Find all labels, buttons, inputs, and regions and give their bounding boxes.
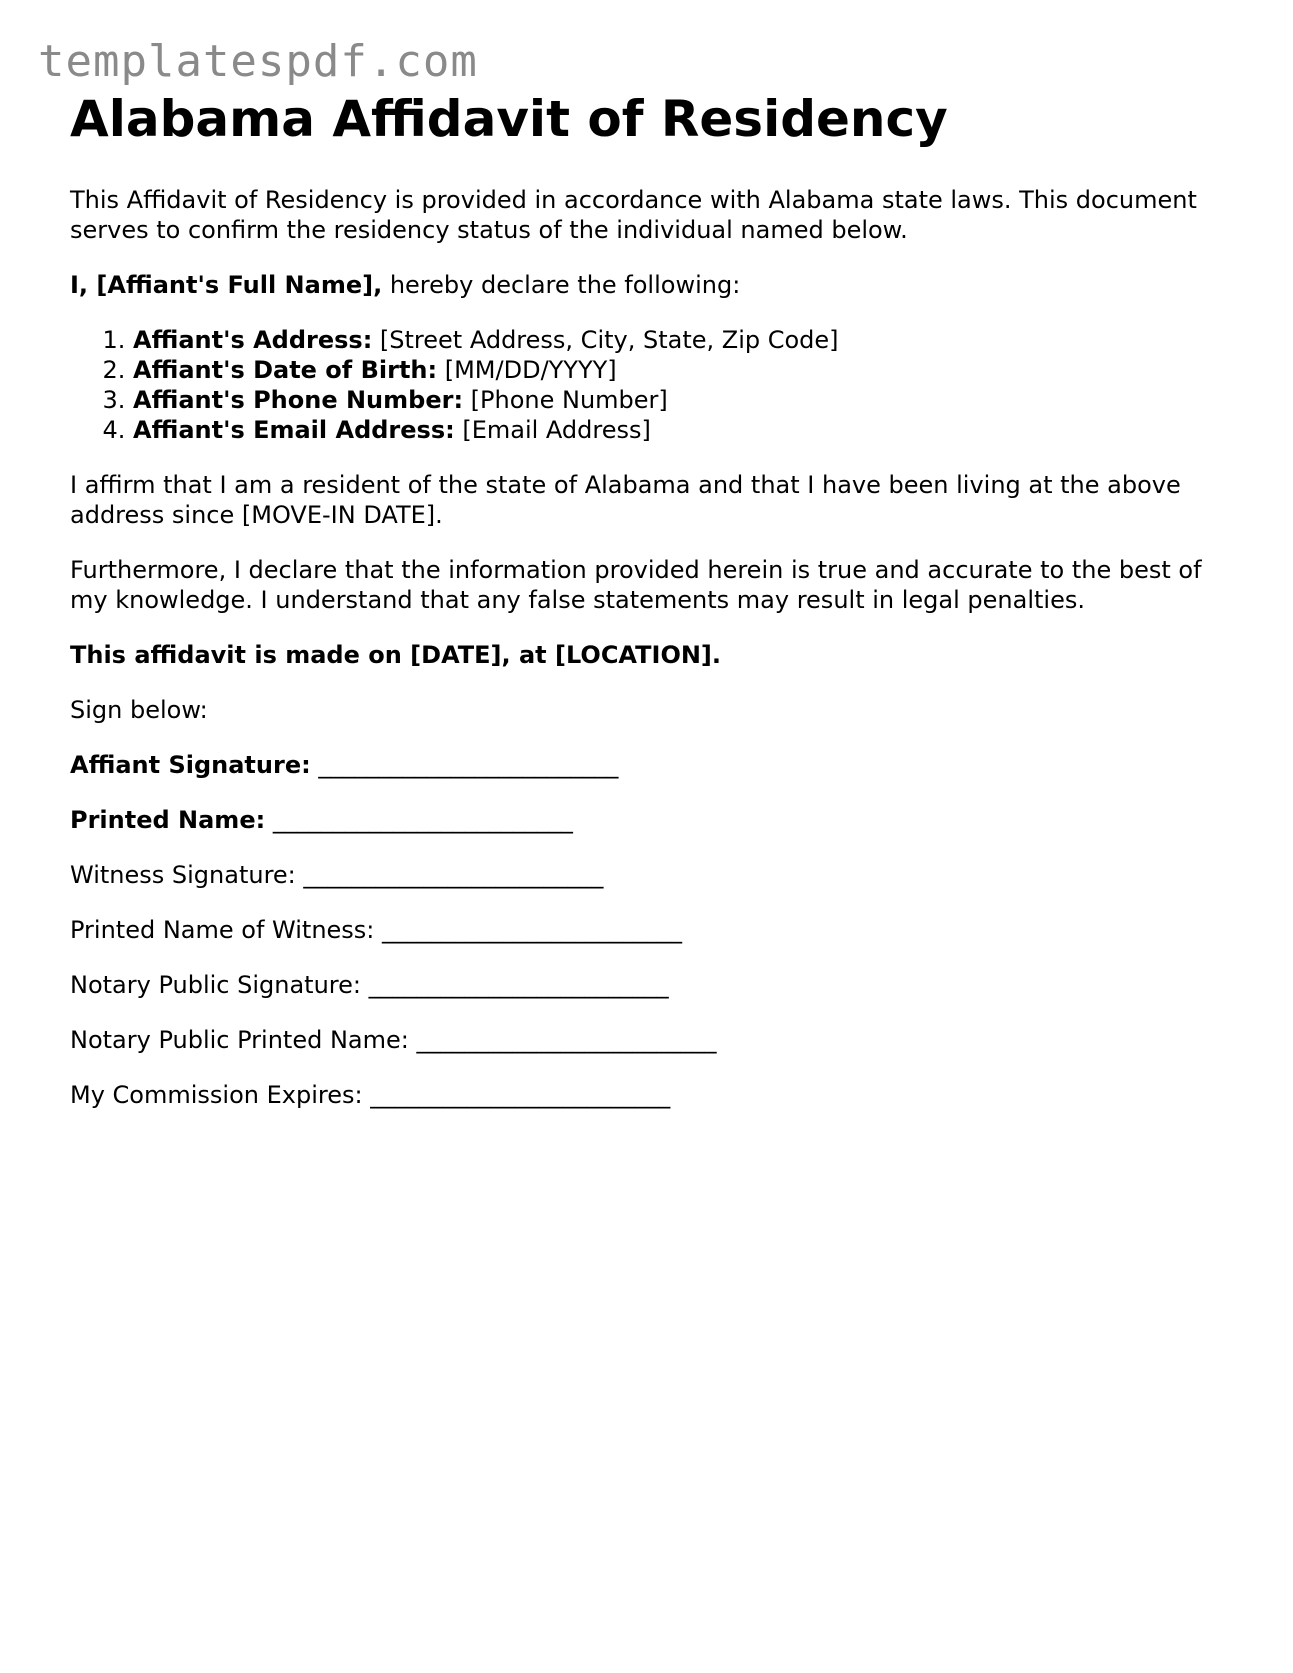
witness-printed-name-label: Printed Name of Witness: <box>70 916 375 944</box>
intro-paragraph: This Affidavit of Residency is provided in accordance with Alabama state laws. This document serves to confirm the residency status of the individual named below. <box>70 186 1197 244</box>
notary-printed-name-label: Notary Public Printed Name: <box>70 1026 409 1054</box>
printed-name-blank[interactable]: _________________________ <box>265 806 573 834</box>
affiant-name-placeholder: I, [Affiant's Full Name], <box>70 271 383 299</box>
affiant-signature-blank[interactable]: _________________________ <box>310 751 619 779</box>
document-page <box>70 92 1230 1110</box>
commission-expires-label: My Commission Expires: <box>70 1081 363 1109</box>
affiant-details-list <box>70 325 1230 445</box>
witness-signature-line[interactable] <box>70 860 1230 890</box>
list-item <box>133 355 1230 385</box>
commission-expires-blank[interactable]: _________________________ <box>362 1081 671 1109</box>
item-value: [Street Address, City, State, Zip Code] <box>372 326 839 354</box>
item-label: Affiant's Address: <box>133 326 373 354</box>
item-label: Affiant's Phone Number: <box>133 386 464 414</box>
item-value: [Phone Number] <box>463 386 668 414</box>
commission-expires-line[interactable] <box>70 1080 1230 1110</box>
item-label: Affiant's Date of Birth: <box>133 356 438 384</box>
document-title: Alabama Affidavit of Residency <box>70 90 948 148</box>
notary-printed-name-blank[interactable]: _________________________ <box>408 1026 717 1054</box>
list-item <box>133 415 1230 445</box>
notary-signature-blank[interactable]: _________________________ <box>360 971 669 999</box>
sign-below-label: Sign below: <box>70 696 208 724</box>
affiant-signature-line[interactable] <box>70 750 1230 780</box>
affirm-paragraph: I affirm that I am a resident of the state of Alabama and that I have been living at the above address since [MOVE-IN DATE]. <box>70 471 1181 529</box>
witness-printed-name-blank[interactable]: _________________________ <box>374 916 683 944</box>
list-item <box>133 385 1230 415</box>
notary-printed-name-line[interactable] <box>70 1025 1230 1055</box>
watermark-text: templatespdf.com <box>38 36 478 87</box>
furthermore-paragraph: Furthermore, I declare that the information provided herein is true and accurate to the best of my knowledge. I understand that any false statements may result in legal penalties. <box>70 556 1202 614</box>
witness-printed-name-line[interactable] <box>70 915 1230 945</box>
item-label: Affiant's Email Address: <box>133 416 455 444</box>
list-item <box>133 325 1230 355</box>
made-on-statement: This affidavit is made on [DATE], at [LOCATION]. <box>70 641 722 669</box>
declaration-line <box>70 270 1230 300</box>
item-value: [Email Address] <box>454 416 651 444</box>
declaration-text: hereby declare the following: <box>382 271 741 299</box>
item-value: [MM/DD/YYYY] <box>437 356 617 384</box>
affiant-signature-label: Affiant Signature: <box>70 751 311 779</box>
printed-name-label: Printed Name: <box>70 806 266 834</box>
notary-signature-line[interactable] <box>70 970 1230 1000</box>
printed-name-line[interactable] <box>70 805 1230 835</box>
witness-signature-label: Witness Signature: <box>70 861 296 889</box>
notary-signature-label: Notary Public Signature: <box>70 971 361 999</box>
witness-signature-blank[interactable]: _________________________ <box>295 861 604 889</box>
